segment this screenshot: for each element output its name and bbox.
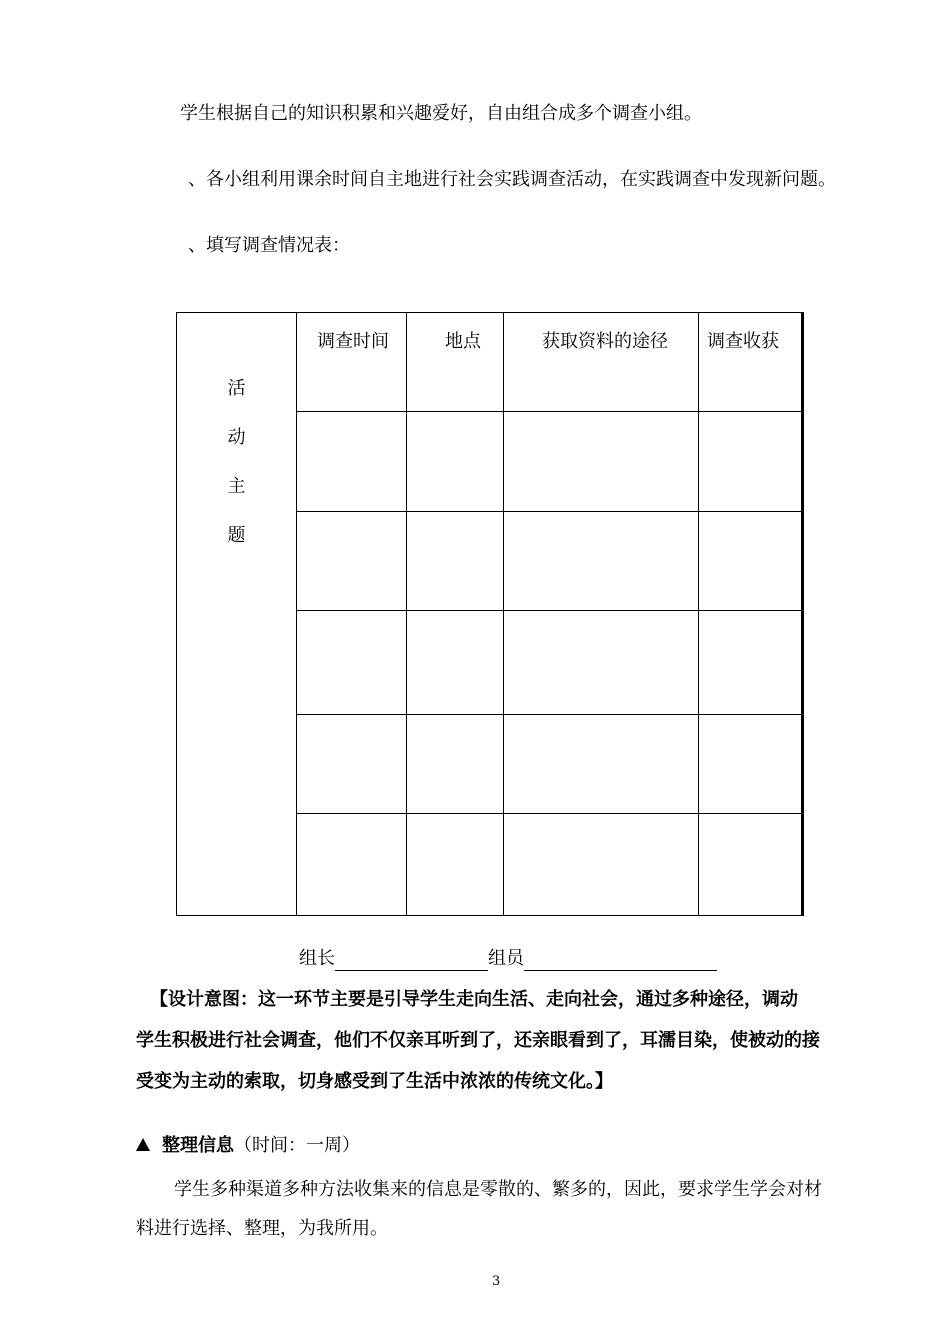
table-cell[interactable] <box>407 412 504 512</box>
survey-table <box>176 312 804 916</box>
table-cell[interactable] <box>407 814 504 916</box>
table-cell[interactable] <box>297 412 407 512</box>
table-cell[interactable] <box>699 715 803 814</box>
header-location: 地点 <box>407 313 504 412</box>
topic-char: 活 <box>227 378 246 399</box>
design-intent-line: 【设计意图：这一环节主要是引导学生走向生活、走向社会，通过多种途径，调动 <box>150 989 798 1010</box>
design-intent-line: 受变为主动的索取，切身感受到了生活中浓浓的传统文化。】 <box>136 1071 613 1092</box>
signature-line <box>299 947 717 971</box>
topic-char: 主 <box>227 476 246 497</box>
topic-char: 题 <box>227 525 246 546</box>
section-body-line: 料进行选择、整理，为我所用。 <box>136 1218 388 1239</box>
triangle-bullet-icon <box>136 1138 150 1151</box>
page-number: 3 <box>492 1274 501 1289</box>
leader-blank[interactable] <box>335 948 488 971</box>
design-intent-line: 学生积极进行社会调查，他们不仅亲耳听到了，还亲眼看到了，耳濡目染，使被动的接 <box>136 1030 820 1051</box>
header-survey-results: 调查收获 <box>699 313 803 412</box>
table-cell[interactable] <box>297 814 407 916</box>
section-time-note: （时间：一周） <box>234 1135 360 1156</box>
table-cell[interactable] <box>407 715 504 814</box>
section-title: 整理信息 <box>162 1135 234 1156</box>
table-cell[interactable] <box>297 611 407 715</box>
paragraph-grouping: 学生根据自己的知识积累和兴趣爱好，自由组合成多个调查小组。 <box>180 103 702 124</box>
table-cell[interactable] <box>699 611 803 715</box>
leader-label: 组长 <box>299 948 335 969</box>
topic-char: 动 <box>227 427 246 448</box>
table-cell[interactable] <box>504 412 699 512</box>
table-cell[interactable] <box>699 412 803 512</box>
paragraph-practice: 、各小组利用课余时间自主地进行社会实践调查活动，在实践调查中发现新问题。 <box>188 169 836 190</box>
table-cell[interactable] <box>699 512 803 611</box>
members-label: 组员 <box>488 948 524 969</box>
table-cell[interactable] <box>504 715 699 814</box>
header-survey-time: 调查时间 <box>297 313 407 412</box>
table-cell[interactable] <box>699 814 803 916</box>
section-heading <box>136 1134 360 1158</box>
table-cell[interactable] <box>297 715 407 814</box>
table-cell[interactable] <box>407 512 504 611</box>
table-cell[interactable] <box>504 814 699 916</box>
section-body-line: 学生多种渠道多种方法收集来的信息是零散的、繁多的，因此，要求学生学会对材 <box>174 1179 822 1200</box>
table-cell[interactable] <box>297 512 407 611</box>
table-cell[interactable] <box>504 512 699 611</box>
table-cell[interactable] <box>504 611 699 715</box>
header-source-method: 获取资料的途径 <box>504 313 699 412</box>
table-cell[interactable] <box>407 611 504 715</box>
paragraph-fill-table: 、填写调查情况表： <box>188 235 350 256</box>
members-blank[interactable] <box>524 948 717 971</box>
activity-topic-cell <box>177 313 297 916</box>
